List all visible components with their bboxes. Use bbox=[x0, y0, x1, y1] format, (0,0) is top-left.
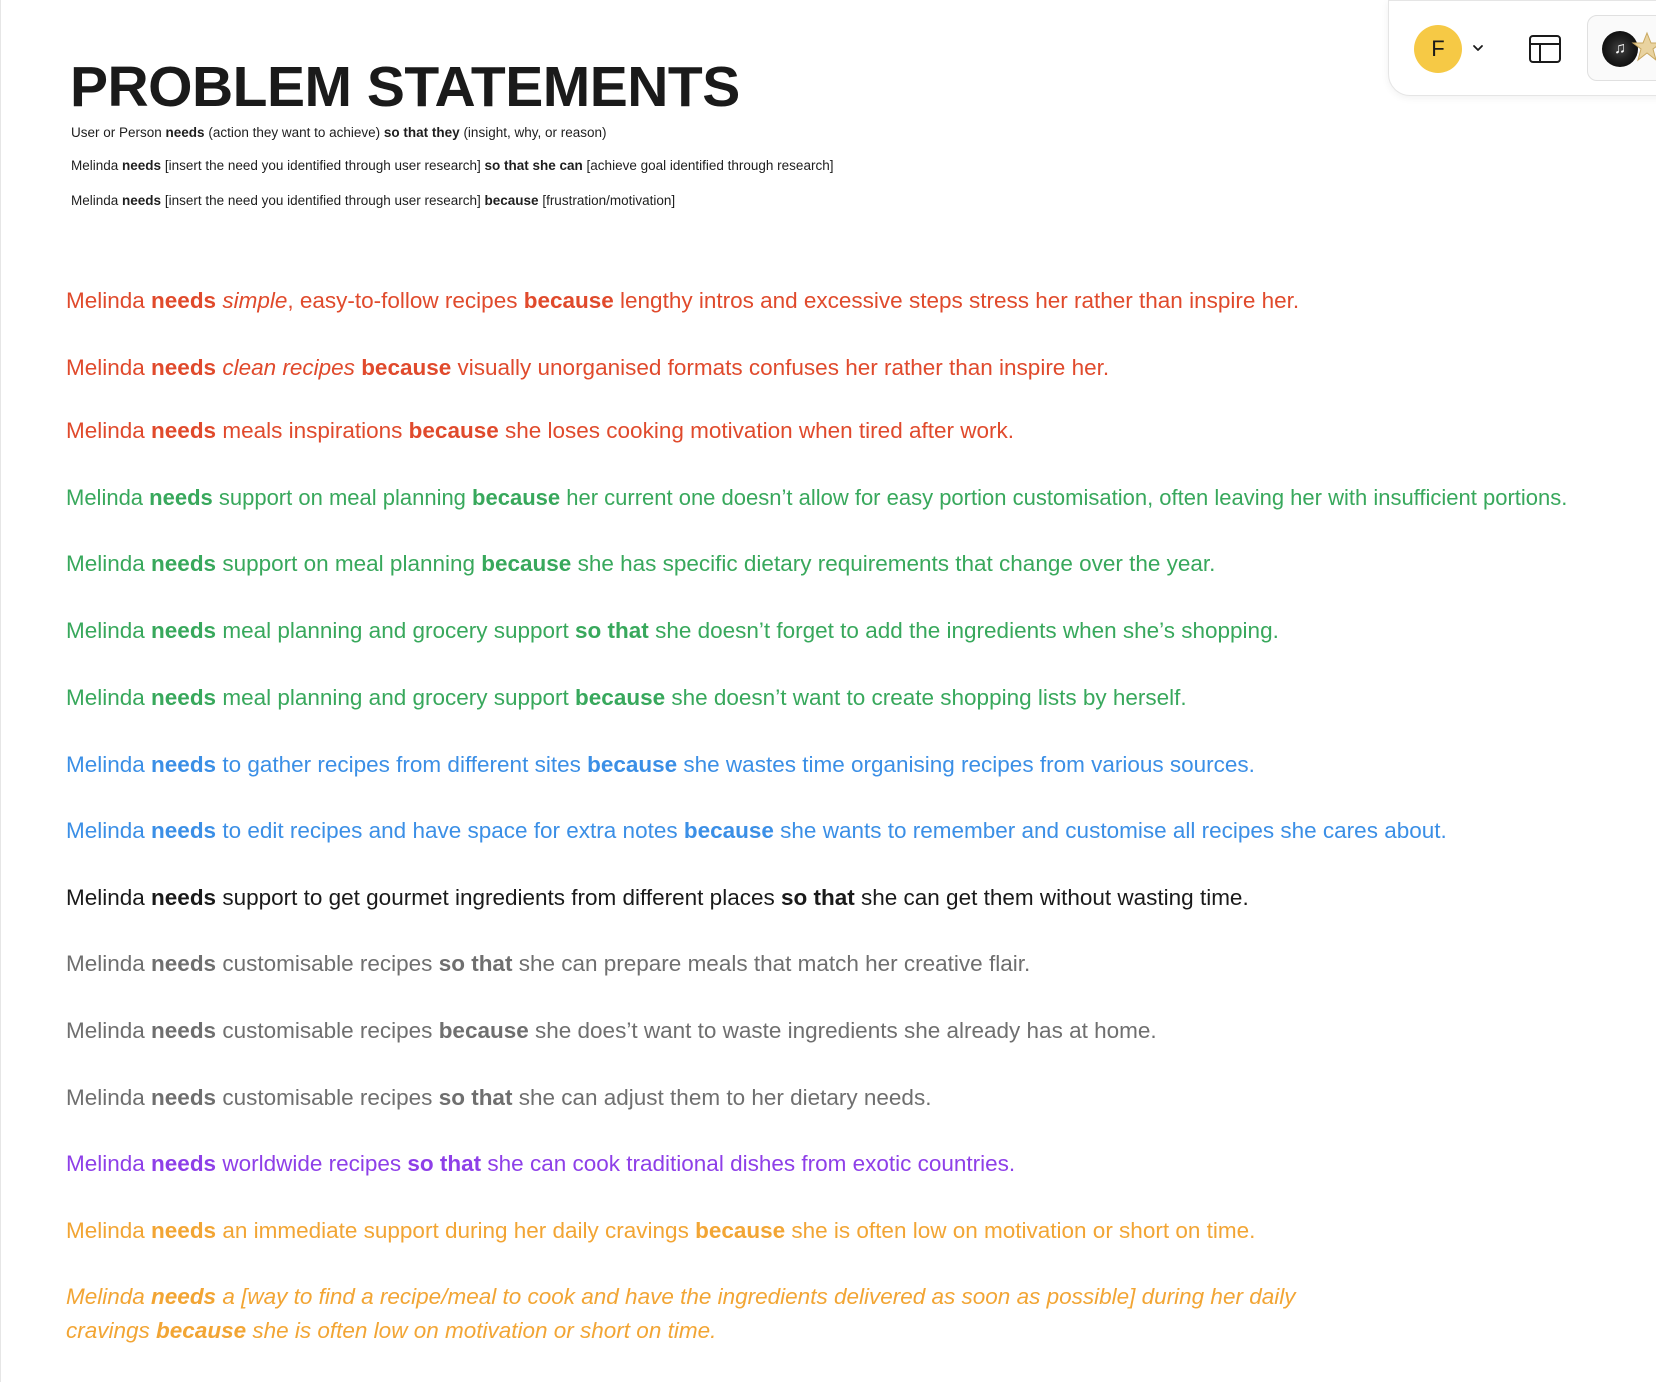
statement-reason: she doesn’t forget to add the ingredients when she’s shopping. bbox=[648, 618, 1279, 643]
statement-reason: she can prepare meals that match her creative flair. bbox=[512, 951, 1031, 976]
statement-subject: Melinda bbox=[66, 418, 152, 443]
statement-keyword: because bbox=[156, 1318, 247, 1343]
problem-statement[interactable] bbox=[66, 1280, 1346, 1348]
problem-statement[interactable] bbox=[66, 414, 1014, 448]
statement-need: meals inspirations bbox=[216, 418, 409, 443]
top-toolbar bbox=[1388, 0, 1656, 96]
statement-keyword: needs bbox=[151, 418, 217, 443]
statement-need: meal planning and grocery support bbox=[216, 685, 576, 710]
problem-statement[interactable] bbox=[66, 814, 1447, 848]
statement-need: customisable recipes bbox=[216, 951, 439, 976]
star-icon bbox=[1630, 30, 1656, 64]
statement-keyword: needs bbox=[149, 485, 213, 510]
problem-statement[interactable] bbox=[66, 481, 1567, 515]
page-title: PROBLEM STATEMENTS bbox=[70, 55, 740, 119]
statement-subject: Melinda bbox=[66, 885, 152, 910]
statement-subject: Melinda bbox=[66, 1218, 152, 1243]
statement-need: customisable recipes bbox=[216, 1085, 439, 1110]
statement-need: clean recipes bbox=[222, 355, 355, 380]
canvas-edge bbox=[0, 0, 1, 1382]
statement-reason: she wastes time organising recipes from various sources. bbox=[677, 752, 1255, 777]
statement-keyword: needs bbox=[151, 1151, 217, 1176]
template-text: [achieve goal identified through research] bbox=[582, 158, 834, 173]
statement-keyword: needs bbox=[151, 1218, 217, 1243]
template-line-3 bbox=[71, 193, 675, 208]
template-keyword: so that she can bbox=[484, 158, 583, 173]
statement-keyword: needs bbox=[151, 618, 217, 643]
statement-reason: she doesn’t want to create shopping lists by herself. bbox=[665, 685, 1187, 710]
problem-statement[interactable] bbox=[66, 614, 1279, 648]
problem-statement[interactable] bbox=[66, 284, 1299, 318]
statement-keyword: because bbox=[523, 288, 614, 313]
statement-reason: she is often low on motivation or short on time. bbox=[785, 1218, 1256, 1243]
template-text: [insert the need you identified through user research] bbox=[161, 158, 485, 173]
statement-subject: Melinda bbox=[66, 1151, 152, 1176]
user-avatar[interactable]: F bbox=[1414, 25, 1462, 73]
statement-subject: Melinda bbox=[66, 752, 152, 777]
statement-keyword: needs bbox=[151, 1018, 217, 1043]
template-text: (insight, why, or reason) bbox=[459, 125, 607, 140]
statement-reason: she loses cooking motivation when tired after work. bbox=[498, 418, 1014, 443]
problem-statement[interactable] bbox=[66, 881, 1249, 915]
template-keyword: needs bbox=[165, 125, 205, 140]
statement-need: meal planning and grocery support bbox=[216, 618, 576, 643]
problem-statement[interactable] bbox=[66, 1147, 1015, 1181]
statement-keyword: needs bbox=[151, 885, 217, 910]
chevron-down-icon[interactable] bbox=[1471, 41, 1485, 55]
statement-keyword: because bbox=[472, 485, 561, 510]
statement-subject: Melinda bbox=[66, 551, 152, 576]
template-text: User or Person bbox=[71, 125, 166, 140]
music-icon: ♫ bbox=[1602, 31, 1638, 67]
statement-need: support to get gourmet ingredients from different places bbox=[216, 885, 781, 910]
statement-keyword: because bbox=[587, 752, 678, 777]
template-text: Melinda bbox=[71, 193, 123, 208]
problem-statement[interactable] bbox=[66, 681, 1187, 715]
statement-reason: her current one doesn’t allow for easy portion customisation, often leaving her with insufficient portions. bbox=[560, 485, 1568, 510]
statement-subject: Melinda bbox=[66, 1018, 152, 1043]
statement-need: worldwide recipes bbox=[216, 1151, 408, 1176]
statement-keyword: needs bbox=[151, 1085, 217, 1110]
statement-reason: she is often low on motivation or short on time. bbox=[246, 1318, 717, 1343]
statement-keyword: because bbox=[683, 818, 774, 843]
statement-subject: Melinda bbox=[66, 355, 152, 380]
template-text: [insert the need you identified through user research] bbox=[161, 193, 485, 208]
statement-reason: she can adjust them to her dietary needs. bbox=[512, 1085, 932, 1110]
problem-statement[interactable] bbox=[66, 947, 1030, 981]
statement-keyword: needs bbox=[151, 818, 217, 843]
statement-need: to edit recipes and have space for extra notes bbox=[216, 818, 684, 843]
statement-keyword: needs bbox=[151, 355, 217, 380]
statement-reason: visually unorganised formats confuses her rather than inspire her. bbox=[451, 355, 1110, 380]
statement-need: customisable recipes bbox=[216, 1018, 439, 1043]
template-text: Melinda bbox=[71, 158, 123, 173]
statement-keyword: needs bbox=[151, 551, 217, 576]
problem-statement[interactable] bbox=[66, 1014, 1157, 1048]
statement-keyword: because bbox=[575, 685, 666, 710]
layout-icon[interactable] bbox=[1527, 31, 1563, 67]
statement-keyword: because bbox=[481, 551, 572, 576]
template-text: [frustration/motivation] bbox=[538, 193, 676, 208]
template-keyword: needs bbox=[122, 193, 162, 208]
statement-subject: Melinda bbox=[66, 1284, 152, 1309]
template-keyword: because bbox=[484, 193, 539, 208]
template-line-2 bbox=[71, 158, 833, 173]
template-text: (action they want to achieve) bbox=[204, 125, 384, 140]
statement-keyword: needs bbox=[151, 685, 217, 710]
statement-keyword: because bbox=[438, 1018, 529, 1043]
statement-need: support on meal planning bbox=[212, 485, 473, 510]
statement-keyword: needs bbox=[151, 752, 217, 777]
problem-statement[interactable] bbox=[66, 351, 1109, 385]
problem-statement[interactable] bbox=[66, 1081, 931, 1115]
statement-subject: Melinda bbox=[66, 1085, 152, 1110]
statement-keyword: needs bbox=[151, 288, 217, 313]
statement-keyword: needs bbox=[151, 951, 217, 976]
music-widget-button[interactable] bbox=[1587, 15, 1656, 81]
statement-need: to gather recipes from different sites bbox=[216, 752, 588, 777]
problem-statement[interactable] bbox=[66, 748, 1255, 782]
statement-keyword: so that bbox=[780, 885, 855, 910]
statement-keyword: needs bbox=[151, 1284, 217, 1309]
statement-keyword: so that bbox=[438, 1085, 513, 1110]
problem-statement[interactable] bbox=[66, 1214, 1255, 1248]
statement-keyword: because bbox=[361, 355, 452, 380]
statement-reason: she can get them without wasting time. bbox=[854, 885, 1249, 910]
statement-reason: she has specific dietary requirements that change over the year. bbox=[571, 551, 1216, 576]
template-line-1 bbox=[71, 125, 607, 140]
statement-subject: Melinda bbox=[66, 951, 152, 976]
statement-keyword: because bbox=[695, 1218, 786, 1243]
statement-need: a [way to find a recipe/meal to cook and have the ingredients delivered as soon as possible] during her daily cravings bbox=[66, 1284, 1296, 1343]
statement-need: support on meal planning bbox=[216, 551, 482, 576]
statement-keyword: because bbox=[408, 418, 499, 443]
statement-subject: Melinda bbox=[66, 485, 150, 510]
statement-reason: she wants to remember and customise all recipes she cares about. bbox=[773, 818, 1447, 843]
statement-need: simple bbox=[222, 288, 288, 313]
template-keyword: needs bbox=[122, 158, 162, 173]
statement-subject: Melinda bbox=[66, 618, 152, 643]
statement-keyword: so that bbox=[407, 1151, 482, 1176]
statement-keyword: so that bbox=[438, 951, 513, 976]
statement-reason: she does’t want to waste ingredients she already has at home. bbox=[528, 1018, 1157, 1043]
statement-keyword: so that bbox=[575, 618, 649, 643]
statement-need: , easy-to-follow recipes bbox=[287, 288, 524, 313]
statement-reason: lengthy intros and excessive steps stress her rather than inspire her. bbox=[613, 288, 1300, 313]
statement-subject: Melinda bbox=[66, 685, 152, 710]
statement-subject: Melinda bbox=[66, 288, 152, 313]
statement-need: an immediate support during her daily cravings bbox=[216, 1218, 696, 1243]
statement-reason: she can cook traditional dishes from exotic countries. bbox=[481, 1151, 1016, 1176]
template-keyword: so that they bbox=[383, 125, 460, 140]
problem-statement[interactable] bbox=[66, 547, 1215, 581]
statement-subject: Melinda bbox=[66, 818, 152, 843]
